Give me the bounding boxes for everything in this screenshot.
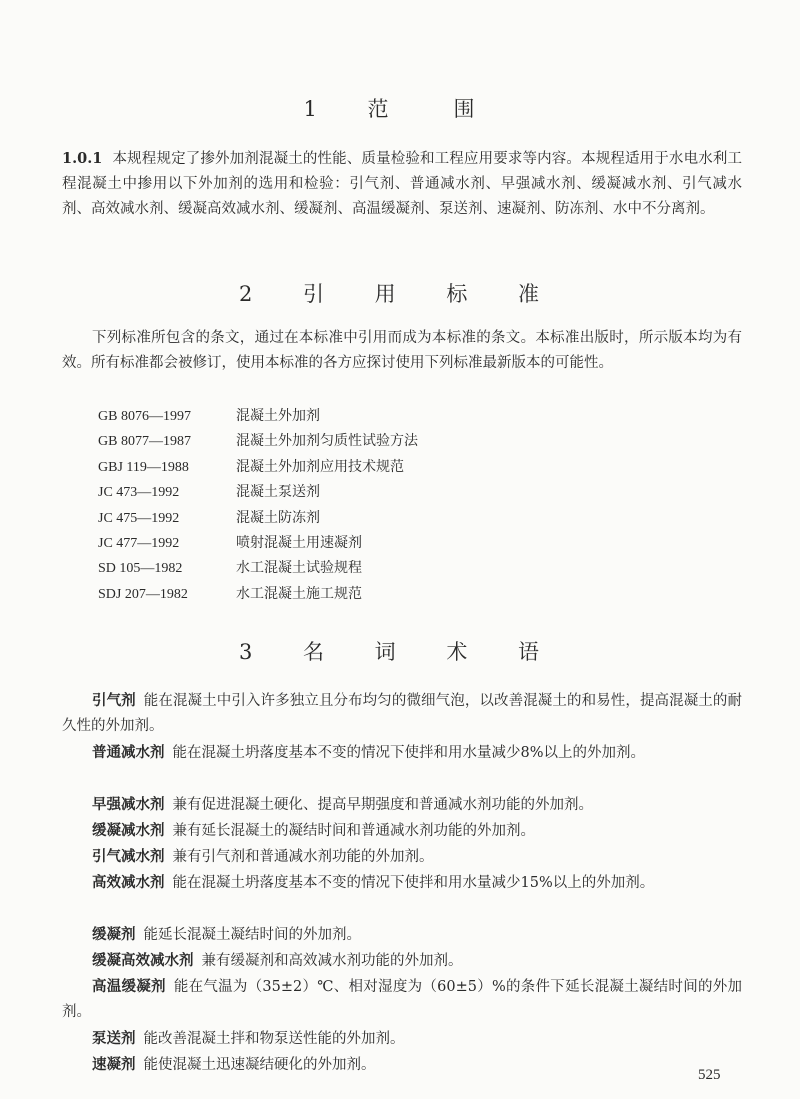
term-name: 速凝剂 [92, 1056, 136, 1073]
term-name: 缓凝减水剂 [92, 822, 165, 839]
term-name: 引气减水剂 [92, 848, 165, 865]
term-definition: 高温缓凝剂 能在气温为（35±2）℃、相对湿度为（60±5）%的条件下延长混凝土凝结时间的外加剂。 [62, 978, 742, 1020]
reference-item: SD 105—1982 水工混凝土试验规程 [98, 560, 362, 577]
term-definition: 泵送剂 能改善混凝土拌和物泵送性能的外加剂。 [92, 1030, 405, 1047]
reference-list [98, 404, 418, 607]
section-1-title: 1 范 围 [303, 97, 497, 121]
term-name: 早强减水剂 [92, 796, 165, 813]
term-definition: 缓凝高效减水剂 兼有缓凝剂和高效减水剂功能的外加剂。 [92, 952, 463, 969]
section-2-intro: 下列标准所包含的条文，通过在本标准中引用而成为本标准的条文。本标准出版时，所示版本均为有效。所有标准都会被修订，使用本标准的各方应探讨使用下列标准最新版本的可能性。 [62, 330, 742, 371]
reference-item: SDJ 207—1982 水工混凝土施工规范 [98, 585, 362, 602]
clause-number: 1.0.1 [62, 150, 103, 167]
term-definition: 引气剂 能在混凝土中引入许多独立且分布均匀的微细气泡，以改善混凝土的和易性，提高混凝土的耐久性的外加剂。 [62, 692, 742, 734]
clause-text: 本规程规定了掺外加剂混凝土的性能、质量检验和工程应用要求等内容。本规程适用于水电水利工程混凝土中掺用以下外加剂的选用和检验：引气剂、普通减水剂、早强减水剂、缓凝减水剂、引气减水剂、高效减水剂、缓凝高效减水剂、缓凝剂、高温缓凝剂、泵送剂、速凝剂、防冻剂、水中不分离剂。 [62, 151, 742, 217]
reference-item: JC 473—1992 混凝土泵送剂 [98, 484, 320, 501]
reference-item: GB 8076—1997 混凝土外加剂 [98, 408, 320, 424]
reference-item: GB 8077—1987 混凝土外加剂匀质性试验方法 [98, 433, 418, 450]
section-3-title: 3 名 词 术 语 [238, 640, 562, 664]
term-definition: 高效减水剂 能在混凝土坍落度基本不变的情况下使拌和用水量减少15%以上的外加剂。 [92, 874, 655, 891]
term-name: 普通减水剂 [92, 744, 165, 761]
term-name: 缓凝剂 [92, 926, 136, 943]
section-2-title: 2 引 用 标 准 [238, 282, 562, 306]
term-definition: 引气减水剂 兼有引气剂和普通减水剂功能的外加剂。 [92, 848, 434, 865]
term-definition: 速凝剂 能使混凝土迅速凝结硬化的外加剂。 [92, 1056, 376, 1073]
term-definition: 早强减水剂 兼有促进混凝土硬化、提高早期强度和普通减水剂功能的外加剂。 [92, 796, 593, 813]
term-definition: 缓凝剂 能延长混凝土凝结时间的外加剂。 [92, 926, 361, 943]
reference-item: JC 475—1992 混凝土防冻剂 [98, 509, 320, 526]
term-name: 高效减水剂 [92, 874, 165, 891]
page-number: 525 [698, 1067, 721, 1083]
term-name: 缓凝高效减水剂 [92, 952, 194, 969]
term-definition: 普通减水剂 能在混凝土坍落度基本不变的情况下使拌和用水量减少8%以上的外加剂。 [92, 744, 646, 761]
reference-item: GBJ 119—1988 混凝土外加剂应用技术规范 [98, 458, 404, 475]
reference-item: JC 477—1992 喷射混凝土用速凝剂 [98, 535, 362, 552]
term-name: 高温缓凝剂 [92, 978, 166, 995]
clause-1-0-1 [62, 146, 742, 222]
term-name: 引气剂 [92, 692, 136, 709]
term-name: 泵送剂 [92, 1030, 136, 1047]
term-definition: 缓凝减水剂 兼有延长混凝土的凝结时间和普通减水剂功能的外加剂。 [92, 822, 535, 839]
